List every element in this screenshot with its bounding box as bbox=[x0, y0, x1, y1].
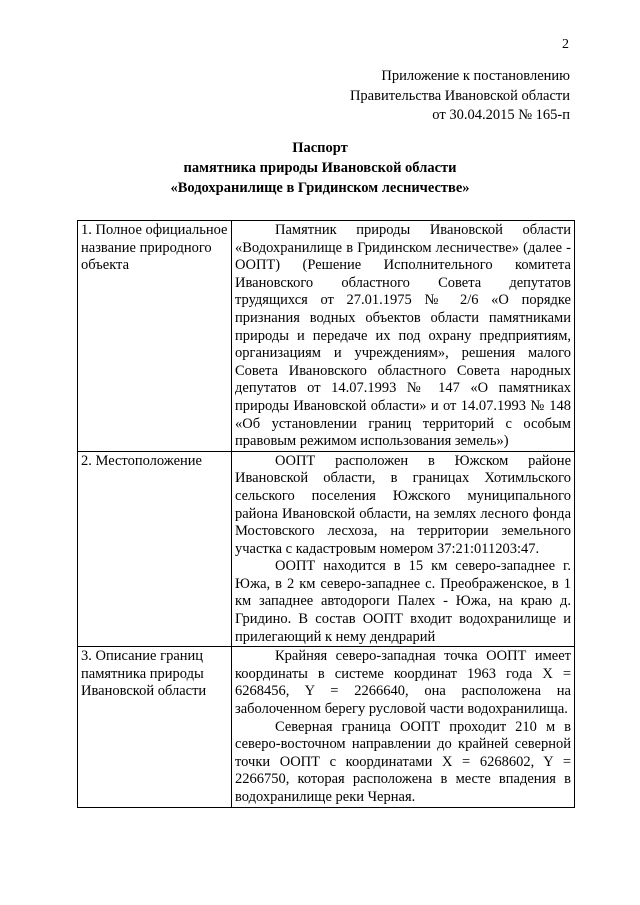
passport-table bbox=[77, 220, 575, 808]
title-line-3: «Водохранилище в Гридинском лесничестве» bbox=[170, 180, 470, 196]
title-line-2: памятника природы Ивановской области bbox=[183, 160, 457, 176]
page-number: 2 bbox=[562, 37, 569, 52]
row-value bbox=[232, 221, 575, 452]
row-paragraph: Памятник природы Ивановской области «Водохранилище в Гридинском лесничестве» (далее - ООПТ) (Решение Исполнительного комитета Ивановского областного Совета депутатов трудящихся от 27.01.1975 № 2/6 «О порядке признания водных объектов области памятниками природы и передаче их под охрану предприятиям, организациям и учреждениям», решения малого Совета Ивановского областного Совета народных депутатов от 14.07.1993 № 147 «О памятниках природы Ивановской области» и от 14.07.1993 № 148 «Об установлении границ территорий с особым правовым режимом использования земель») bbox=[235, 222, 571, 450]
row-paragraph: ООПТ расположен в Южском районе Ивановской области, в границах Хотимльского сельского поселения Южского муниципального района Ивановской области, на землях лесного фонда Мостовского лесхоза, на территории земельного участка с кадастровым номером 37:21:011203:47. bbox=[235, 452, 571, 557]
row-label: 2. Местоположение bbox=[78, 451, 232, 647]
appendix-header bbox=[350, 67, 570, 126]
row-paragraph: ООПТ находится в 15 км северо-западнее г. Южа, в 2 км северо-западнее с. Преображенское, в 1 км западнее автодороги Палех - Южа, на краю д. Гридино. В состав ООПТ входит водохранилище и прилегающий к нему дендрарий bbox=[235, 558, 571, 645]
row-value bbox=[232, 647, 575, 807]
document-title bbox=[0, 138, 640, 198]
row-label: 3. Описание границ памятника природы Ивановской области bbox=[78, 647, 232, 807]
appendix-line-1: Приложение к постановлению bbox=[381, 68, 570, 84]
table-row-full-name bbox=[78, 221, 575, 452]
row-paragraph: Северная граница ООПТ проходит 210 м в северо-восточном направлении до крайней северной точки ООПТ с координатами X = 6268602, Y = 2266750, которая расположена в месте впадения в водохранилище реки Черная. bbox=[235, 718, 571, 805]
row-value bbox=[232, 451, 575, 647]
table-row-location bbox=[78, 451, 575, 647]
title-line-1: Паспорт bbox=[292, 140, 348, 156]
row-paragraph: Крайняя северо-западная точка ООПТ имеет координаты в системе координат 1963 года X = 6268456, Y = 2266640, она расположена на заболоченном берегу русловой части водохранилища. bbox=[235, 648, 571, 718]
appendix-line-2: Правительства Ивановской области bbox=[349, 87, 570, 104]
appendix-line-3: от 30.04.2015 № 165-п bbox=[432, 107, 570, 123]
row-label: 1. Полное официальное название природного объекта bbox=[78, 221, 232, 452]
table-row-boundaries bbox=[78, 647, 575, 807]
